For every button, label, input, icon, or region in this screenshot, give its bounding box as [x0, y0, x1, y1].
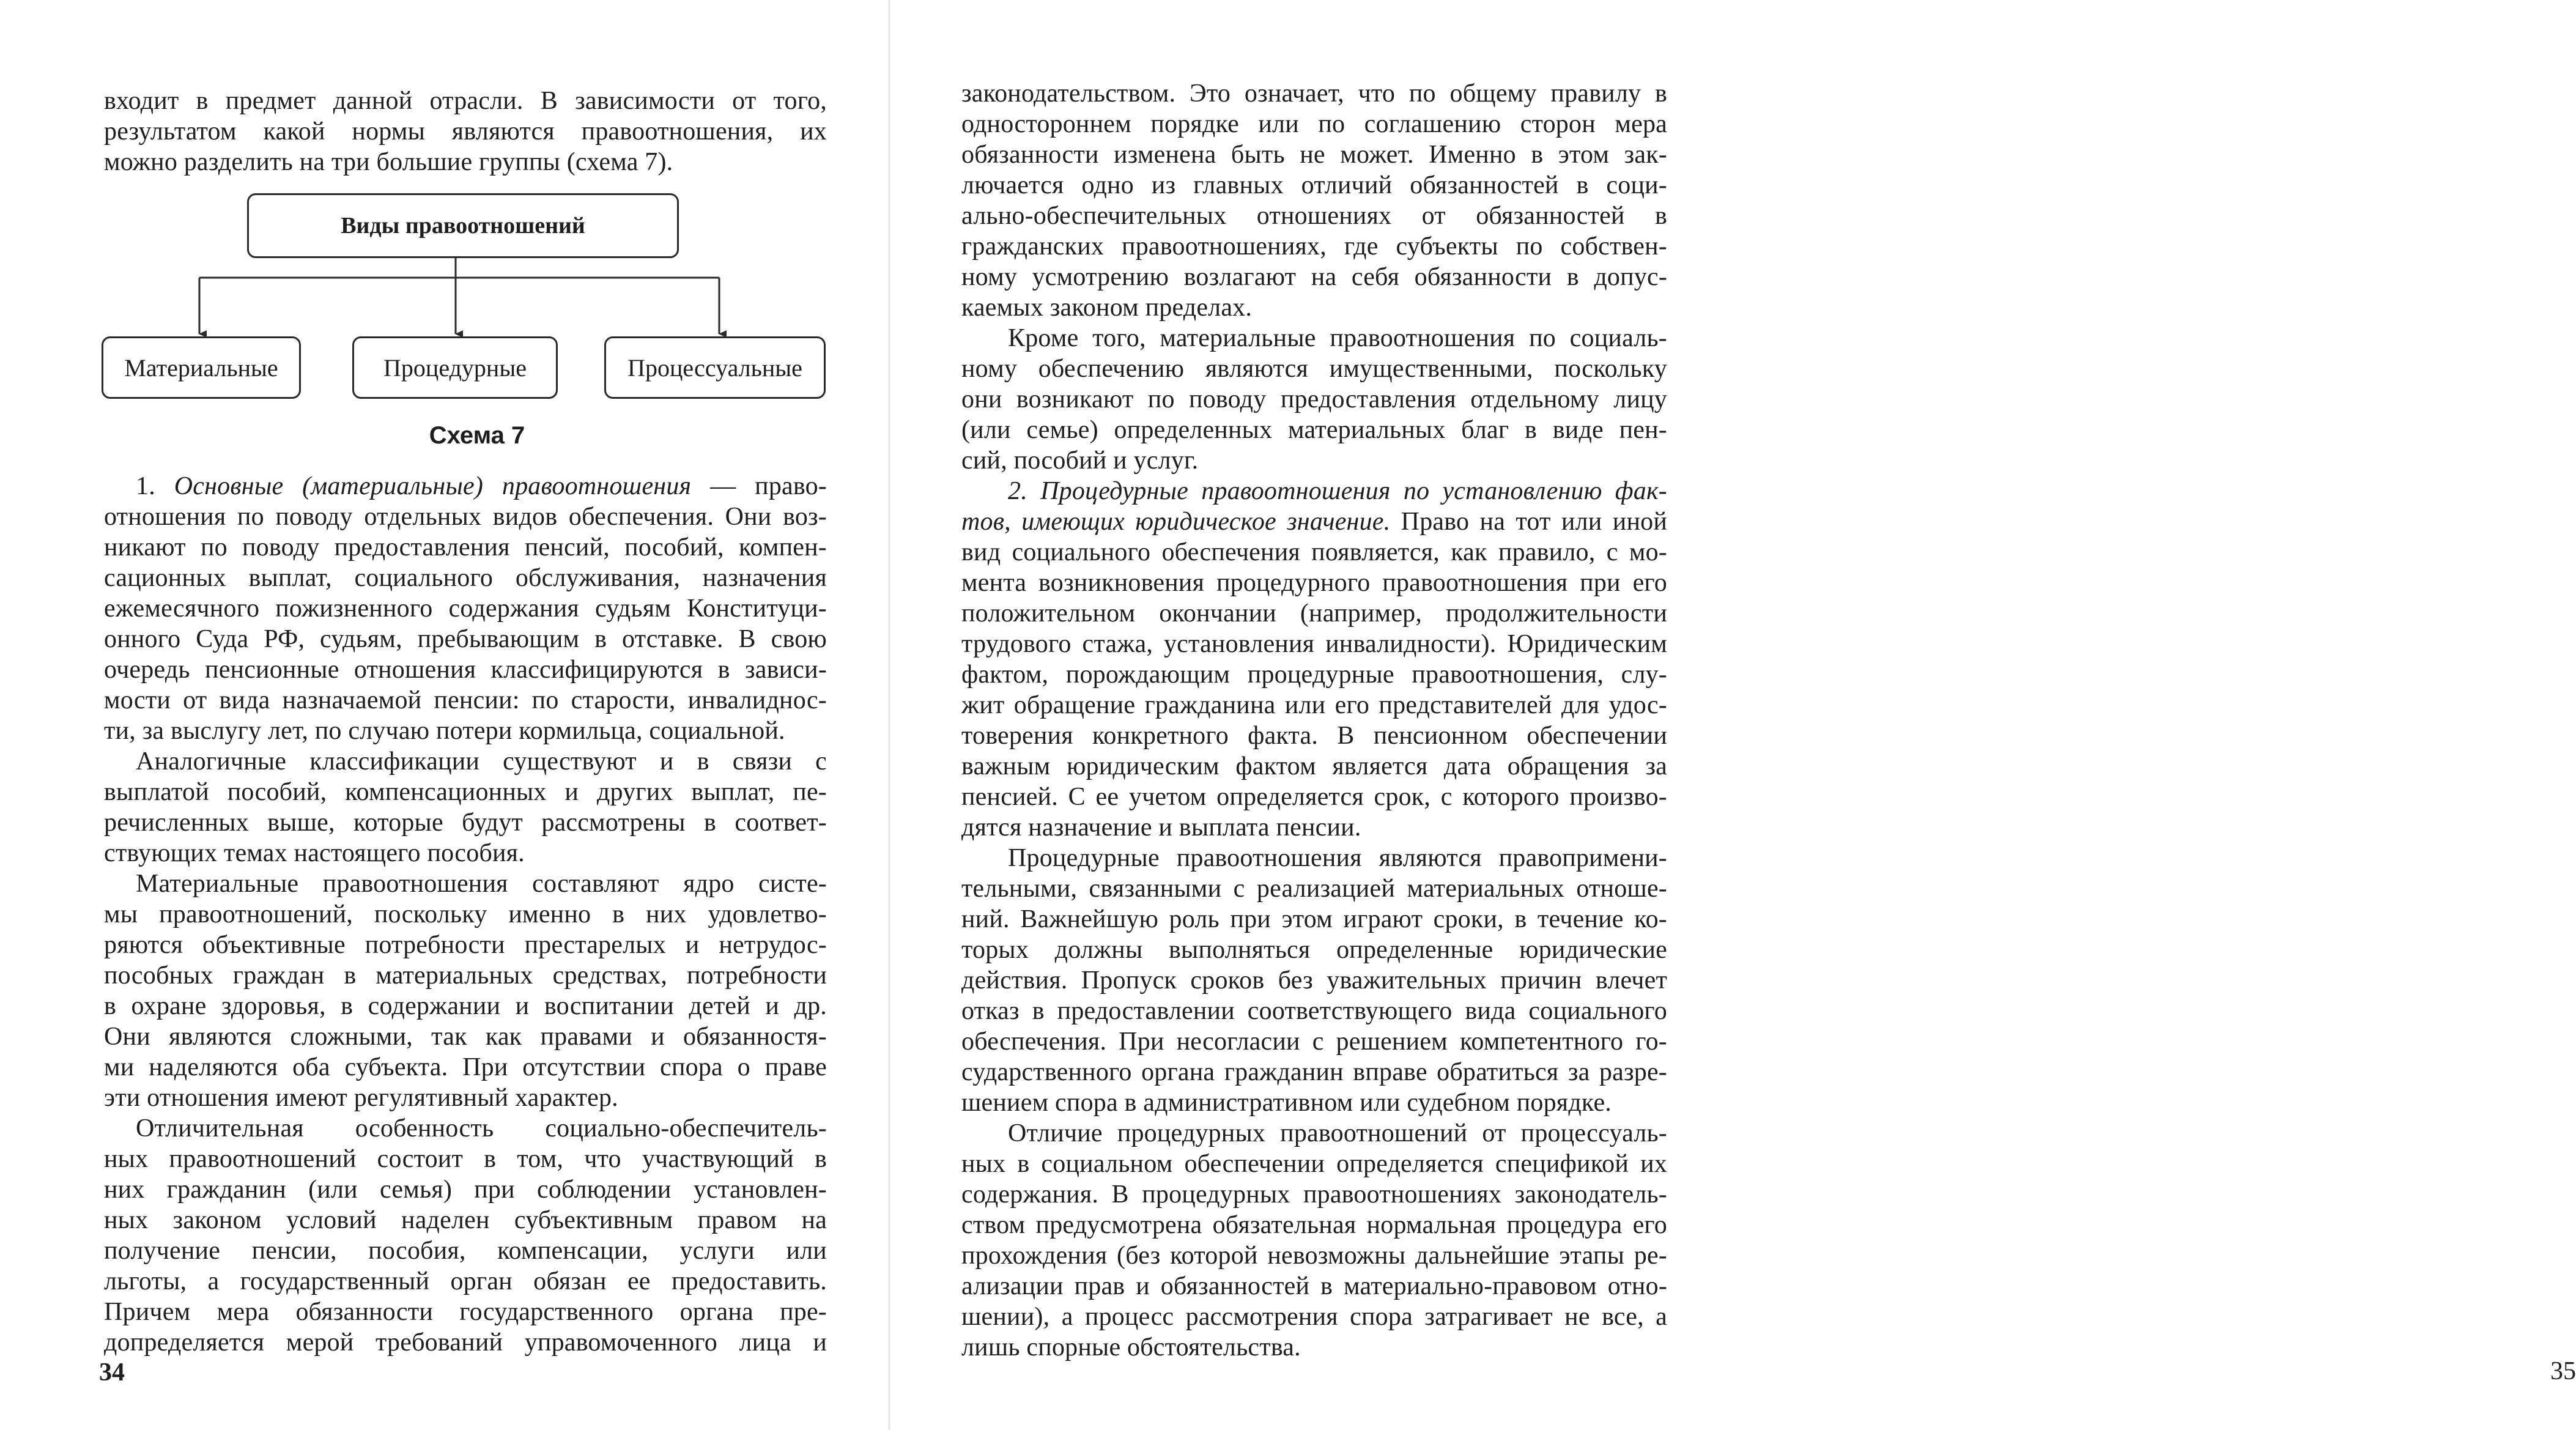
text-line: эти отношения имеют регулятивный характер. — [104, 1084, 618, 1112]
text-line: мы правоотношений, поскольку именно в них удовлетво- — [104, 900, 827, 928]
text-line: ряются объективные потребности престарелых и нетрудос- — [104, 931, 827, 959]
text-line — [136, 471, 827, 502]
text-line: Материальные правоотношения составляют ядро систе- — [136, 870, 827, 898]
page-number-left: 34 — [99, 1358, 125, 1387]
text-span: Право на тот или иной — [1390, 508, 1667, 536]
text-line: Аналогичные классификации существуют и в связи с — [136, 747, 827, 776]
text-line: сударственного органа гражданин вправе обратиться за разре- — [961, 1058, 1667, 1086]
italic-term: тов, имеющих юридическое значение. — [961, 508, 1391, 536]
text-line: в охране здоровья, в содержании и воспитании детей и др. — [104, 992, 827, 1020]
text-line: сий, пособий и услуг. — [961, 446, 1199, 475]
text-line: ми наделяются оба субъекта. При отсутствии спора о праве — [104, 1053, 827, 1081]
text-line: они возникают по поводу предоставления отдельному лицу — [961, 385, 1667, 413]
text-line: (или семье) определенных материальных благ в виде пен- — [961, 416, 1667, 444]
text-line: тельными, связанными с реализацией материальных отноше- — [961, 875, 1667, 903]
text-line: Причем мера обязанности государственного органа пре- — [104, 1298, 827, 1326]
page-number-right: 35 — [2550, 1357, 2576, 1385]
scheme-box-materialnye: Материальные — [102, 336, 301, 399]
italic-term: Основные (материальные) правоотношения — [174, 472, 692, 500]
scheme-title-box: Виды правоотношений — [247, 193, 679, 258]
text-line: ти, за выслугу лет, по случаю потери кормильца, социальной. — [104, 717, 785, 745]
text-line: ально-обеспечительных отношениях от обязанностей в — [961, 202, 1667, 230]
text-line: речисленных выше, которые будут рассмотрены в соответ- — [104, 809, 827, 837]
text-line: онного Суда РФ, судьям, пребывающим в отставке. В свою — [104, 625, 827, 653]
text-line: ствующих темах настоящего пособия. — [104, 839, 525, 867]
text-line: ному усмотрению возлагают на себя обязанности в допус- — [961, 263, 1667, 291]
text-line: выплатой пособий, компенсационных и других выплат, пе- — [104, 778, 827, 806]
text-line: положительном окончании (например, продолжительности — [961, 599, 1667, 628]
text-line: получение пенсии, пособия, компенсации, услуги или — [104, 1237, 827, 1265]
text-line: шением спора в административном или судебном порядке. — [961, 1089, 1612, 1117]
text-line: отношения по поводу отдельных видов обеспечения. Они воз- — [104, 503, 827, 531]
text-line: гражданских правоотношениях, где субъекты по собствен- — [961, 232, 1667, 261]
text-line: ных в социальном обеспечении определяется спецификой их — [961, 1150, 1667, 1178]
scheme-caption: Схема 7 — [429, 422, 525, 449]
text-line — [961, 506, 1667, 537]
text-line: льготы, а государственный орган обязан ее предоставить. — [104, 1267, 827, 1295]
text-span: 1. — [136, 472, 174, 500]
text-line: ному обеспечению являются имущественными, поскольку — [961, 355, 1667, 383]
left-page — [0, 0, 888, 1430]
text-line: Кроме того, материальные правоотношения по социаль- — [1008, 324, 1667, 352]
text-line: ством предусмотрена обязательная нормальная процедура его — [961, 1211, 1667, 1239]
scheme-box-protsedurnye: Процедурные — [352, 336, 558, 399]
text-line: содержания. В процедурных правоотношениях законодатель- — [961, 1180, 1667, 1209]
text-line: результатом какой нормы являются правоотношения, их — [104, 117, 827, 146]
text-line: Процедурные правоотношения являются правопримени- — [1008, 844, 1667, 872]
text-line: шении), а процесс рассмотрения спора затрагивает не все, а — [961, 1303, 1667, 1331]
text-line: очередь пенсионные отношения классифицируются в зависи- — [104, 656, 827, 684]
text-line: ализации прав и обязанностей в материально-правовом отно- — [961, 1272, 1667, 1300]
scheme-box-protsessualnye: Процессуальные — [604, 336, 826, 399]
text-line: допределяется мерой требований управомоченного лица и — [104, 1328, 827, 1357]
text-line: пенсией. С ее учетом определяется срок, с которого произво- — [961, 783, 1667, 811]
text-line: каемых законом пределах. — [961, 294, 1253, 322]
text-line: входит в предмет данной отрасли. В зависимости от того, — [104, 87, 827, 115]
text-line: сационных выплат, социального обслуживания, назначения — [104, 564, 827, 592]
text-line: пособных граждан в материальных средствах, потребности — [104, 961, 827, 990]
text-line: обязанности изменена быть не может. Именно в этом зак- — [961, 141, 1667, 169]
text-line: обеспечения. При несогласии с решением компетентного го- — [961, 1028, 1667, 1056]
text-line: лишь спорные обстоятельства. — [961, 1333, 1301, 1361]
text-line: ных правоотношений состоит в том, что участвующий в — [104, 1145, 827, 1173]
text-line: фактом, порождающим процедурные правоотношения, слу- — [961, 661, 1667, 689]
text-line: законодательством. Это означает, что по общему правилу в — [961, 80, 1667, 108]
text-line: товерения конкретного факта. В пенсионном обеспечении — [961, 722, 1667, 750]
text-line: трудового стажа, установления инвалидности). Юридическим — [961, 630, 1667, 658]
text-line: мента возникновения процедурного правоотношения при его — [961, 569, 1667, 597]
text-line: торых должны выполняться определенные юридические — [961, 936, 1667, 964]
text-line: ежемесячного пожизненного содержания судьям Конституци- — [104, 595, 827, 623]
text-line: можно разделить на три большие группы (схема 7). — [104, 148, 673, 176]
text-line: отказ в предоставлении соответствующего вида социального — [961, 997, 1667, 1025]
text-line: важным юридическим фактом является дата обращения за — [961, 752, 1667, 780]
text-line: них гражданин (или семья) при соблюдении установлен- — [104, 1176, 827, 1204]
text-line: ных законом условий наделен субъективным правом на — [104, 1206, 827, 1234]
text-line: мости от вида назначаемой пенсии: по старости, инвалиднос- — [104, 686, 827, 714]
text-line: действия. Пропуск сроков без уважительных причин влечет — [961, 966, 1667, 995]
text-line: Отличие процедурных правоотношений от процессуаль- — [1008, 1119, 1667, 1147]
text-line: дятся назначение и выплата пенсии. — [961, 813, 1361, 842]
text-line: Они являются сложными, так как правами и обязанностя- — [104, 1023, 827, 1051]
text-line: вид социального обеспечения появляется, как правило, с мо- — [961, 538, 1667, 566]
text-line: одностороннем порядке или по соглашению сторон мера — [961, 110, 1667, 138]
text-line: жит обращение гражданина или его представителей для удос- — [961, 691, 1667, 719]
text-line: Отличительная особенность социально-обеспечитель- — [136, 1114, 827, 1143]
text-line: никают по поводу предоставления пенсий, пособий, компен- — [104, 533, 827, 561]
text-span: — право- — [691, 472, 827, 500]
italic-term: 2. Процедурные правоотношения по установлению фак- — [1008, 477, 1667, 505]
text-line: ний. Важнейшую роль при этом играют сроки, в течение ко- — [961, 905, 1667, 933]
right-page — [888, 0, 2576, 1430]
text-line: лючается одно из главных отличий обязанностей в соци- — [961, 171, 1667, 199]
text-line: прохождения (без которой невозможны дальнейшие этапы ре- — [961, 1242, 1667, 1270]
